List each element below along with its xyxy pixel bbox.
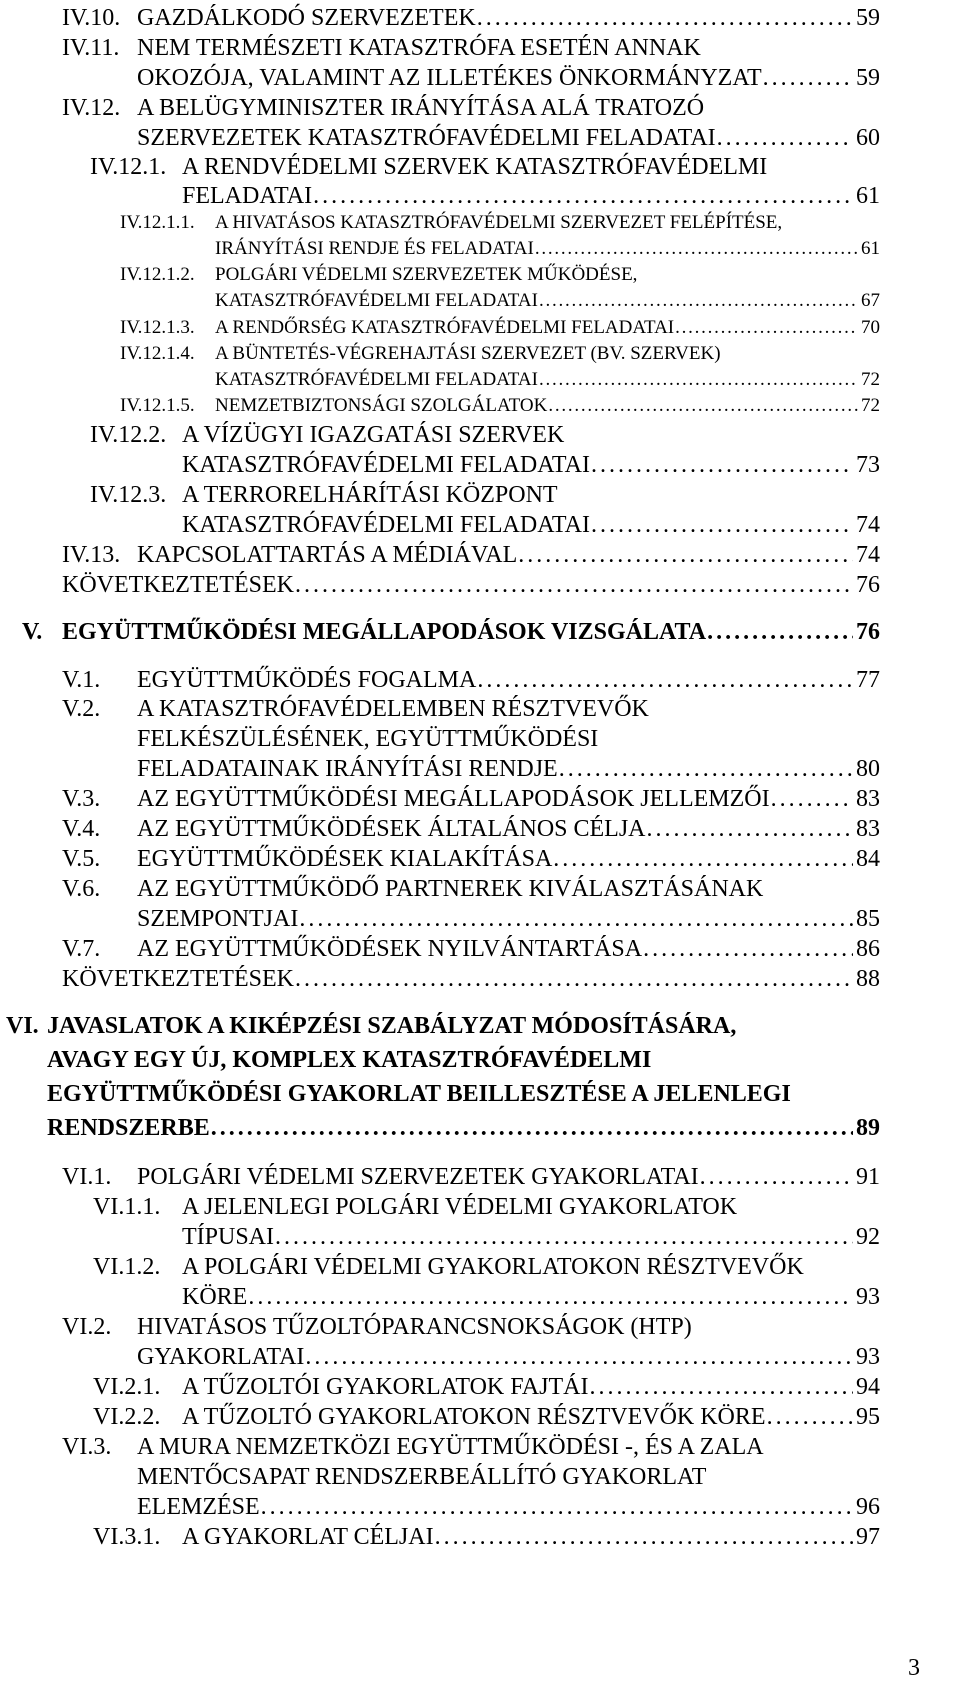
toc-entry-page: 92 bbox=[856, 1224, 880, 1250]
toc-entry-title: A RENDVÉDELMI SZERVEK KATASZTRÓFAVÉDELMI bbox=[182, 154, 768, 180]
toc-entry-title-cont: KATASZTRÓFAVÉDELMI FELADATAI bbox=[215, 369, 538, 390]
toc-entry-page: 83 bbox=[856, 786, 880, 812]
toc-entry-page: 59 bbox=[856, 5, 880, 31]
toc-entry-page: 88 bbox=[856, 966, 880, 992]
leader-dots bbox=[295, 573, 853, 597]
toc-entry-page: 72 bbox=[861, 369, 880, 390]
toc-entry-page: 76 bbox=[856, 619, 880, 645]
toc-entry-title-cont: IRÁNYÍTÁSI RENDJE ÉS FELADATAI bbox=[215, 238, 534, 259]
toc-entry-title: A BELÜGYMINISZTER IRÁNYÍTÁSA ALÁ TRATOZÓ bbox=[137, 95, 705, 121]
toc-entry-number: IV.10. bbox=[62, 5, 121, 31]
leader-dots bbox=[675, 318, 858, 337]
toc-entry-page: 96 bbox=[856, 1494, 880, 1520]
toc-entry-number: IV.12.1.4. bbox=[120, 343, 195, 364]
leader-dots bbox=[700, 1165, 853, 1189]
toc-entry-title: NEMZETBIZTONSÁGI SZOLGÁLATOK bbox=[215, 395, 548, 416]
leader-dots bbox=[589, 1375, 853, 1399]
toc-entry-number: VI.1. bbox=[62, 1164, 112, 1190]
toc-entry-page: 74 bbox=[856, 542, 880, 568]
toc-entry-title-cont: KATASZTRÓFAVÉDELMI FELADATAI bbox=[182, 512, 590, 538]
toc-entry-title: AZ EGYÜTTMŰKÖDÉSI MEGÁLLAPODÁSOK JELLEMZŐI bbox=[137, 786, 770, 812]
toc-entry-title-cont: KATASZTRÓFAVÉDELMI FELADATAI bbox=[215, 290, 538, 311]
toc-entry-page: 72 bbox=[861, 395, 880, 416]
toc-entry-number: V.7. bbox=[62, 936, 101, 962]
toc-entry-title: A MURA NEMZETKÖZI EGYÜTTMŰKÖDÉSI -, ÉS A ZALA bbox=[137, 1434, 764, 1460]
page-number: 3 bbox=[908, 1655, 920, 1681]
toc-entry-title-cont: SZEMPONTJAI bbox=[137, 906, 299, 932]
leader-dots bbox=[211, 1116, 853, 1140]
leader-dots bbox=[535, 239, 858, 258]
leader-dots bbox=[717, 126, 853, 150]
toc-entry-number: IV.12.3. bbox=[90, 482, 167, 508]
toc-entry-page: 86 bbox=[856, 936, 880, 962]
toc-entry-title: NEM TERMÉSZETI KATASZTRÓFA ESETÉN ANNAK bbox=[137, 35, 701, 61]
toc-entry-title-cont: SZERVEZETEK KATASZTRÓFAVÉDELMI FELADATAI bbox=[137, 125, 716, 151]
toc-entry-number: V.4. bbox=[62, 816, 101, 842]
toc-entry-title: A HIVATÁSOS KATASZTRÓFAVÉDELMI SZERVEZET FELÉPÍTÉSE, bbox=[215, 212, 783, 233]
leader-dots bbox=[539, 291, 858, 310]
toc-entry-title: GAZDÁLKODÓ SZERVEZETEK bbox=[137, 5, 476, 31]
toc-entry-title: POLGÁRI VÉDELMI SZERVEZETEK MŰKÖDÉSE, bbox=[215, 264, 638, 285]
toc-entry-number: V.1. bbox=[62, 667, 101, 693]
toc-entry-title-cont: EGYÜTTMŰKÖDÉSI GYAKORLAT BEILLESZTÉSE A JELENLEGI bbox=[47, 1081, 791, 1107]
toc-entry-title: AZ EGYÜTTMŰKÖDÉSEK NYILVÁNTARTÁSA bbox=[137, 936, 643, 962]
toc-entry-number: VI. bbox=[6, 1013, 39, 1039]
toc-entry-number: VI.3.1. bbox=[93, 1524, 161, 1550]
toc-entry-title: EGYÜTTMŰKÖDÉSEK KIALAKÍTÁSA bbox=[137, 846, 553, 872]
toc-entry-title: AZ EGYÜTTMŰKÖDŐ PARTNEREK KIVÁLASZTÁSÁNAK bbox=[137, 876, 764, 902]
toc-entry-number: IV.12. bbox=[62, 95, 121, 121]
leader-dots bbox=[548, 396, 858, 415]
leader-dots bbox=[435, 1525, 853, 1549]
toc-entry-page: 76 bbox=[856, 572, 880, 598]
toc-entry-title-cont: KÖRE bbox=[182, 1284, 248, 1310]
toc-entry-title: HIVATÁSOS TŰZOLTÓPARANCSNOKSÁGOK (HTP) bbox=[137, 1314, 692, 1340]
leader-dots bbox=[559, 757, 853, 781]
toc-entry-page: 91 bbox=[856, 1164, 880, 1190]
toc-entry-number: VI.1.1. bbox=[93, 1194, 161, 1220]
toc-entry-page: 89 bbox=[856, 1115, 880, 1141]
toc-entry-number: VI.2. bbox=[62, 1314, 112, 1340]
toc-entry-number: VI.3. bbox=[62, 1434, 112, 1460]
toc-entry-number: IV.11. bbox=[62, 35, 120, 61]
toc-entry-page: 94 bbox=[856, 1374, 880, 1400]
toc-entry-page: 77 bbox=[856, 667, 880, 693]
toc-entry-title: A JELENLEGI POLGÁRI VÉDELMI GYAKORLATOK bbox=[182, 1194, 738, 1220]
toc-entry-title: A TŰZOLTÓI GYAKORLATOK FAJTÁI bbox=[182, 1374, 589, 1400]
toc-entry-number: IV.13. bbox=[62, 542, 121, 568]
leader-dots bbox=[707, 620, 853, 644]
toc-entry-page: 67 bbox=[861, 290, 880, 311]
toc-entry-number: VI.2.1. bbox=[93, 1374, 161, 1400]
leader-dots bbox=[647, 817, 854, 841]
toc-entry-page: 61 bbox=[861, 238, 880, 259]
toc-entry-title-cont: FELADATAI bbox=[182, 183, 313, 209]
leader-dots bbox=[539, 370, 858, 389]
leader-dots bbox=[771, 787, 853, 811]
leader-dots bbox=[305, 1345, 853, 1369]
toc-entry-number: IV.12.1.1. bbox=[120, 212, 195, 233]
toc-entry-title: A BÜNTETÉS-VÉGREHAJTÁSI SZERVEZET (BV. SZERVEK) bbox=[215, 343, 721, 364]
toc-entry-page: 93 bbox=[856, 1344, 880, 1370]
toc-entry-number: IV.12.2. bbox=[90, 422, 167, 448]
toc-entry-title: POLGÁRI VÉDELMI SZERVEZETEK GYAKORLATAI bbox=[137, 1164, 699, 1190]
toc-entry-number: V.6. bbox=[62, 876, 101, 902]
toc-entry-number: VI.1.2. bbox=[93, 1254, 161, 1280]
toc-entry-number: IV.12.1.2. bbox=[120, 264, 195, 285]
leader-dots bbox=[313, 184, 853, 208]
toc-entry-title: KÖVETKEZTETÉSEK bbox=[62, 572, 294, 598]
leader-dots bbox=[518, 543, 853, 567]
toc-entry-title: EGYÜTTMŰKÖDÉS FOGALMA bbox=[137, 667, 477, 693]
toc-entry-page: 85 bbox=[856, 906, 880, 932]
toc-entry-title-cont: OKOZÓJA, VALAMINT AZ ILLETÉKES ÖNKORMÁNYZAT bbox=[137, 65, 762, 91]
toc-entry-page: 84 bbox=[856, 846, 880, 872]
leader-dots bbox=[767, 1405, 853, 1429]
toc-entry-title: A POLGÁRI VÉDELMI GYAKORLATOKON RÉSZTVEVŐK bbox=[182, 1254, 804, 1280]
toc-entry-title: AZ EGYÜTTMŰKÖDÉSEK ÁLTALÁNOS CÉLJA bbox=[137, 816, 646, 842]
toc-entry-number: V.2. bbox=[62, 696, 101, 722]
toc-entry-title: A KATASZTRÓFAVÉDELEMBEN RÉSZTVEVŐK bbox=[137, 696, 649, 722]
toc-entry-title-cont: KATASZTRÓFAVÉDELMI FELADATAI bbox=[182, 452, 590, 478]
toc-entry-number: VI.2.2. bbox=[93, 1404, 161, 1430]
toc-entry-page: 97 bbox=[856, 1524, 880, 1550]
leader-dots bbox=[299, 907, 853, 931]
leader-dots bbox=[477, 6, 853, 30]
toc-entry-title: A TERRORELHÁRÍTÁSI KÖZPONT bbox=[182, 482, 558, 508]
leader-dots bbox=[477, 668, 853, 692]
toc-entry-title: A VÍZÜGYI IGAZGATÁSI SZERVEK bbox=[182, 422, 565, 448]
toc-entry-page: 61 bbox=[856, 183, 880, 209]
toc-entry-title-cont: GYAKORLATAI bbox=[137, 1344, 305, 1370]
toc-entry-title: A GYAKORLAT CÉLJAI bbox=[182, 1524, 434, 1550]
toc-entry-title: A TŰZOLTÓ GYAKORLATOKON RÉSZTVEVŐK KÖRE bbox=[182, 1404, 766, 1430]
toc-entry-number: V.5. bbox=[62, 846, 101, 872]
leader-dots bbox=[295, 967, 853, 991]
leader-dots bbox=[591, 513, 853, 537]
toc-entry-title-cont: RENDSZERBE bbox=[47, 1115, 210, 1141]
toc-entry-title-cont: MENTŐCSAPAT RENDSZERBEÁLLÍTÓ GYAKORLAT bbox=[137, 1464, 707, 1490]
leader-dots bbox=[553, 847, 853, 871]
toc-entry-page: 95 bbox=[856, 1404, 880, 1430]
toc-entry-number: IV.12.1.5. bbox=[120, 395, 195, 416]
toc-entry-page: 83 bbox=[856, 816, 880, 842]
toc-entry-title-cont: TÍPUSAI bbox=[182, 1224, 275, 1250]
toc-entry-page: 60 bbox=[856, 125, 880, 151]
toc-entry-title-cont: FELADATAINAK IRÁNYÍTÁSI RENDJE bbox=[137, 756, 558, 782]
leader-dots bbox=[261, 1495, 853, 1519]
toc-entry-title: KAPCSOLATTARTÁS A MÉDIÁVAL bbox=[137, 542, 518, 568]
leader-dots bbox=[248, 1285, 853, 1309]
toc-entry-title-cont: ELEMZÉSE bbox=[137, 1494, 260, 1520]
leader-dots bbox=[591, 453, 853, 477]
toc-entry-page: 80 bbox=[856, 756, 880, 782]
toc-entry-title: KÖVETKEZTETÉSEK bbox=[62, 966, 294, 992]
toc-entry-number: IV.12.1.3. bbox=[120, 317, 195, 338]
toc-entry-title: EGYÜTTMŰKÖDÉSI MEGÁLLAPODÁSOK VIZSGÁLATA bbox=[62, 619, 707, 645]
toc-entry-page: 70 bbox=[861, 317, 880, 338]
leader-dots bbox=[275, 1225, 853, 1249]
toc-entry-title: A RENDŐRSÉG KATASZTRÓFAVÉDELMI FELADATAI bbox=[215, 317, 675, 338]
toc-entry-page: 73 bbox=[856, 452, 880, 478]
leader-dots bbox=[763, 66, 853, 90]
toc-entry-title-cont: AVAGY EGY ÚJ, KOMPLEX KATASZTRÓFAVÉDELMI bbox=[47, 1047, 652, 1073]
toc-entry-number: IV.12.1. bbox=[90, 154, 167, 180]
toc-entry-number: V. bbox=[22, 619, 43, 645]
toc-entry-title: JAVASLATOK A KIKÉPZÉSI SZABÁLYZAT MÓDOSÍTÁSÁRA, bbox=[47, 1013, 737, 1039]
toc-entry-page: 59 bbox=[856, 65, 880, 91]
toc-entry-page: 74 bbox=[856, 512, 880, 538]
toc-entry-page: 93 bbox=[856, 1284, 880, 1310]
toc-entry-title-cont: FELKÉSZÜLÉSÉNEK, EGYÜTTMŰKÖDÉSI bbox=[137, 726, 599, 752]
toc-entry-number: V.3. bbox=[62, 786, 101, 812]
leader-dots bbox=[643, 937, 853, 961]
